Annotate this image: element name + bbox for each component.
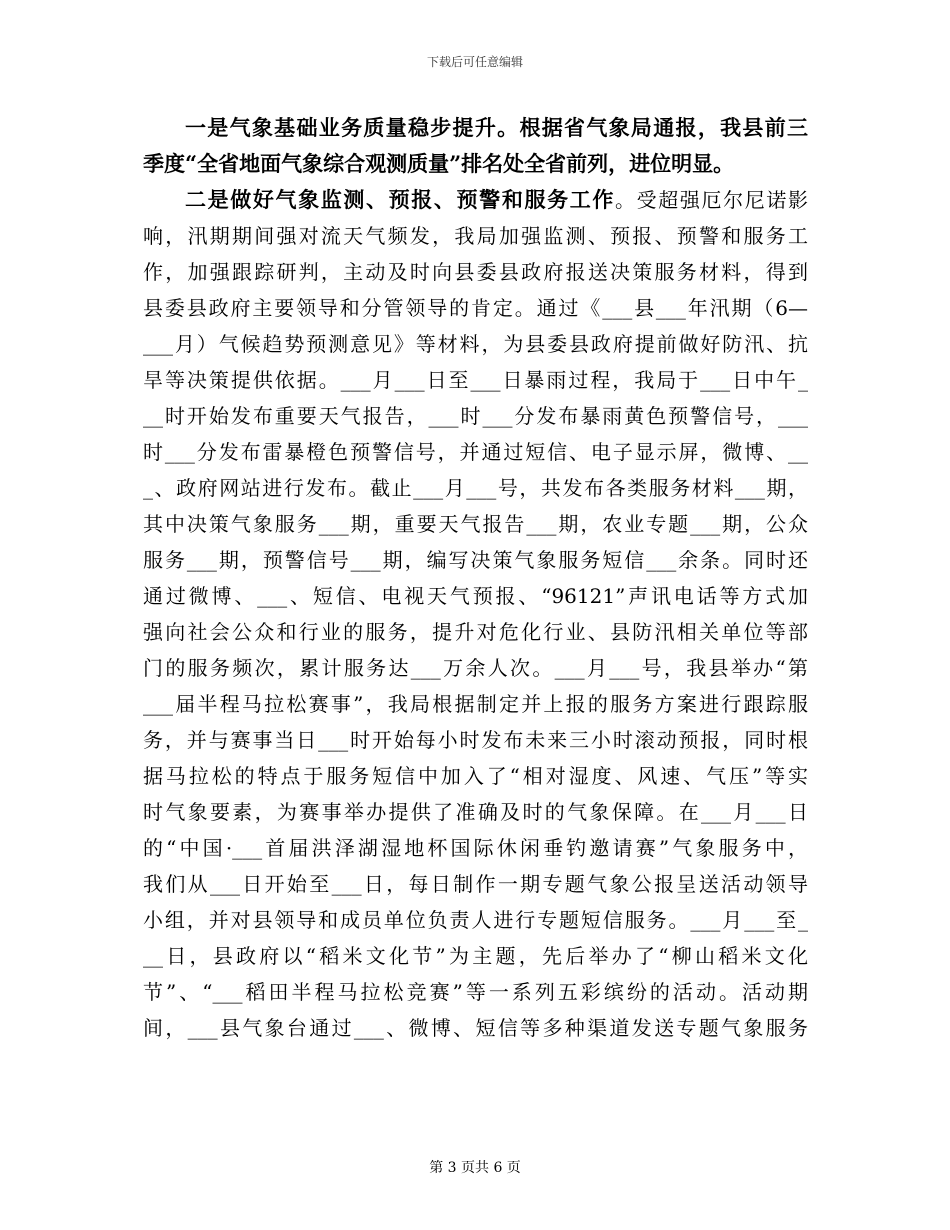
text-line: 旱等决策提供依据。___月___日至___日暴雨过程，我局于___日中午_: [143, 368, 808, 392]
text-line: 节”、“___稻田半程马拉松竞赛”等一系列五彩缤纷的活动。活动期: [143, 980, 808, 1004]
text-line: 间，___县气象台通过___、微博、短信等多种渠道发送专题气象服务: [143, 1016, 808, 1040]
text-line: 一是气象基础业务质量稳步提升。根据省气象局通报，我县前三: [185, 115, 808, 140]
text-line: 门的服务频次，累计服务达___万余人次。___月___号，我县举办“第: [143, 656, 808, 680]
text-line: 通过微博、___、短信、电视天气预报、“96121”声讯电话等方式加: [143, 584, 808, 608]
text-line: 据马拉松的特点于服务短信中加入了“相对湿度、风速、气压”等实: [143, 764, 808, 788]
document-body: [143, 110, 808, 1046]
text-line: __时开始发布重要天气报告，___时___分发布暴雨黄色预警信号，___: [143, 404, 808, 428]
text-line: 时___分发布雷暴橙色预警信号，并通过短信、电子显示屏，微博、__: [143, 440, 808, 464]
text-line: 作，加强跟踪研判，主动及时向县委县政府报送决策服务材料，得到: [143, 260, 808, 284]
text-line: 小组，并对县领导和成员单位负责人进行专题短信服务。___月___至_: [143, 908, 808, 932]
text-line: 季度“全省地面气象综合观测质量”排名处全省前列，进位明显。: [143, 151, 735, 176]
paragraph-lead-rest: 。受超强厄尔尼诺影: [614, 188, 808, 212]
text-line: 时气象要素，为赛事举办提供了准确及时的气象保障。在___月___日: [143, 800, 808, 824]
text-line: 县委县政府主要领导和分管领导的肯定。通过《___县___年汛期（6—: [143, 296, 808, 320]
paragraph-2: [143, 182, 808, 1046]
text-line: ___月）气候趋势预测意见》等材料，为县委县政府提前做好防汛、抗: [143, 332, 808, 356]
text-line: __日，县政府以“稻米文化节”为主题，先后举办了“柳山稻米文化: [143, 944, 808, 968]
text-line: 响，汛期期间强对流天气频发，我局加强监测、预报、预警和服务工: [143, 224, 808, 248]
text-line: 务，并与赛事当日___时开始每小时发布未来三小时滚动预报，同时根: [143, 728, 808, 752]
text-line: 其中决策气象服务___期，重要天气报告___期，农业专题___期，公众: [143, 512, 808, 536]
paragraph-lead-heading: 二是做好气象监测、预报、预警和服务工作: [185, 187, 615, 212]
text-line: 服务___期，预警信号___期，编写决策气象服务短信___余条。同时还: [143, 548, 808, 572]
text-line: 强向社会公众和行业的服务，提升对危化行业、县防汛相关单位等部: [143, 620, 808, 644]
text-line-lead: [143, 182, 808, 218]
text-line: ___届半程马拉松赛事”，我局根据制定并上报的服务方案进行跟踪服: [143, 692, 808, 716]
page-footer: 第 3 页共 6 页: [429, 1160, 521, 1176]
text-line: 我们从___日开始至___日，每日制作一期专题气象公报呈送活动领导: [143, 872, 808, 896]
paragraph-1: [143, 110, 808, 182]
text-line: _、政府网站进行发布。截止___月___号，共发布各类服务材料___期，: [143, 476, 808, 500]
text-line: 的“中国·___首届洪泽湖湿地杯国际休闲垂钓邀请赛”气象服务中，: [143, 836, 808, 860]
page-header: 下载后可任意编辑: [426, 55, 523, 69]
